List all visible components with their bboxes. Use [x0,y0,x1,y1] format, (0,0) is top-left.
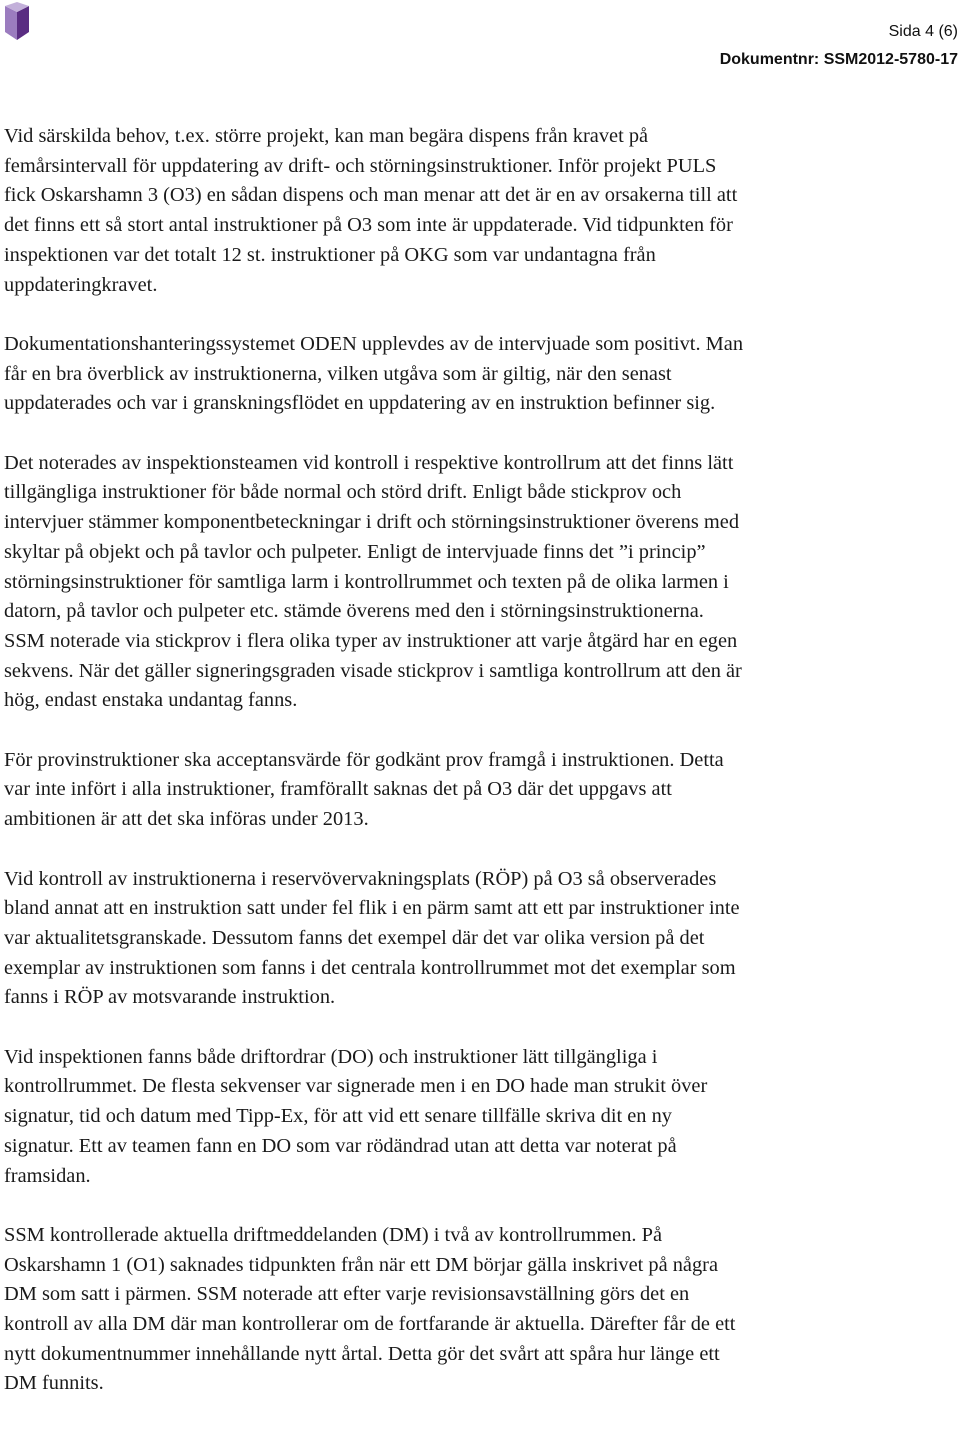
paragraph-dispens: Vid särskilda behov, t.ex. större projekt, kan man begära dispens från kravet på femårsintervall för uppdatering av drift- och störningsinstruktioner. Inför projekt PULS fick Oskarshamn 3 (O3) en sådan dispens och man menar att det är en av orsakerna till att det finns ett så stort antal instruktioner på O3 som inte är uppdaterade. Vid tidpunkten för inspektionen var det totalt 12 st. instruktioner på OKG som var undantagna från uppdateringkravet. [4,125,738,296]
ssm-logo-icon [3,2,31,42]
paragraph-oden: Dokumentationshanteringssystemet ODEN upplevdes av de intervjuade som positivt. Man får en bra överblick av instruktionerna, vilken utgåva som är giltig, när den senast uppdaterades och var i granskningsflödet en uppdatering av en instruktion befinner sig. [4,332,744,415]
paragraph-driftmeddelanden: SSM kontrollerade aktuella driftmeddelanden (DM) i två av kontrollrummen. På Oskarshamn 1 (O1) saknades tidpunkten från när ett DM börjar gälla inskrivet på några DM som satt i pärmen. SSM noterade att efter varje revisionsavställning görs det en kontroll av alla DM där man kontrollerar om de fortfarande är aktuella. Därefter får de ett nytt dokumentnummer innehållande nytt årtal. Detta gör det svårt att spåra hur länge ett DM funnits. [4,1223,736,1395]
paragraph-kontrollrum: Det noterades av inspektionsteamen vid kontroll i respektive kontrollrum att det finns lätt tillgängliga instruktioner för både normal och störd drift. Enligt både stickprov och intervjuer stämmer komponentbeteckningar i drift och störningsinstruktioner överens med skyltar på objekt och på tavlor och pulpeter. Enligt de intervjuade finns det ”i princip” störningsinstruktioner för samtliga larm i kontrollrummet och texten på de olika larmen i datorn, på tavlor och pulpeter etc. stämde överens med den i störningsinstruktionerna. SSM noterade via stickprov i flera olika typer av instruktioner att varje åtgärd har en egen sekvens. När det gäller signeringsgraden visade stickprov i samtliga kontrollrum att den är hög, endast enstaka undantag fanns. [4,451,742,712]
page-header [540,22,960,70]
paragraph-provinstruktioner: För provinstruktioner ska acceptansvärde för godkänt prov framgå i instruktionen. Detta var inte infört i alla instruktioner, framförallt saknas det på O3 där det uppgavs att ambitionen är att det ska införas under 2013. [4,748,724,831]
document-number: Dokumentnr: SSM2012-5780-17 [719,51,958,68]
paragraph-driftordrar: Vid inspektionen fanns både driftordrar (DO) och instruktioner lätt tillgängliga i kontrollrummet. De flesta sekvenser var signerade men i en DO hade man strukit över signatur, tid och datum med Tipp-Ex, för att vid ett senare tillfälle skriva dit en ny signatur. Ett av teamen fann en DO som var rödändrad utan att detta var noterat på framsidan. [4,1045,708,1187]
page-number: Sida 4 (6) [888,23,958,40]
paragraph-rop: Vid kontroll av instruktionerna i reservövervakningsplats (RÖP) på O3 så observerades bland annat att en instruktion satt under fel flik i en pärm samt att ett par instruktioner inte var aktualitetsgranskade. Dessutom fanns det exempel där det var olika version på det exemplar av instruktionen som fanns i det centrala kontrollrummet mot det exemplar som fanns i RÖP av motsvarande instruktion. [4,867,740,1009]
document-body [4,122,944,1429]
